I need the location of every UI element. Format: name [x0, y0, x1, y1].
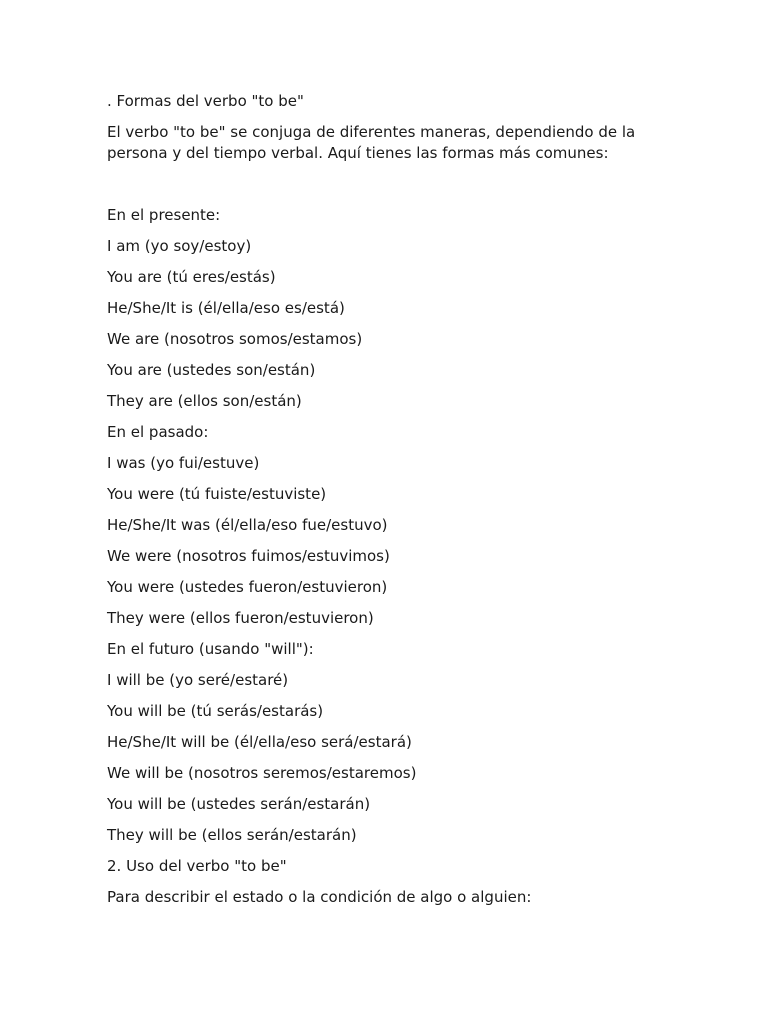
- text-line: He/She/It is (él/ella/eso es/está): [107, 299, 345, 317]
- text-line: We are (nosotros somos/estamos): [107, 330, 363, 348]
- section-heading: . Formas del verbo "to be": [107, 92, 304, 110]
- text-line: 2. Uso del verbo "to be": [107, 857, 287, 875]
- text-line: They are (ellos son/están): [107, 392, 302, 410]
- text-lines: [107, 205, 667, 908]
- text-line: En el presente:: [107, 206, 221, 224]
- text-line: En el pasado:: [107, 423, 209, 441]
- text-line: You are (ustedes son/están): [107, 361, 316, 379]
- text-line: He/She/It was (él/ella/eso fue/estuvo): [107, 516, 388, 534]
- text-line: We were (nosotros fuimos/estuvimos): [107, 547, 390, 565]
- text-line: They will be (ellos serán/estarán): [107, 826, 357, 844]
- text-line: Para describir el estado o la condición de algo o alguien:: [107, 888, 532, 906]
- text-line: They were (ellos fueron/estuvieron): [107, 609, 374, 627]
- text-line: You will be (ustedes serán/estarán): [107, 795, 371, 813]
- document-body: [107, 91, 667, 918]
- text-line: You are (tú eres/estás): [107, 268, 276, 286]
- text-line: I will be (yo seré/estaré): [107, 671, 289, 689]
- text-line: I was (yo fui/estuve): [107, 454, 260, 472]
- text-line: He/She/It will be (él/ella/eso será/estará): [107, 733, 412, 751]
- text-line: You were (tú fuiste/estuviste): [107, 485, 327, 503]
- intro-paragraph: El verbo "to be" se conjuga de diferentes maneras, dependiendo de la persona y del tiempo verbal. Aquí tienes las formas más comunes:: [107, 123, 636, 162]
- text-line: You were (ustedes fueron/estuvieron): [107, 578, 388, 596]
- text-line: I am (yo soy/estoy): [107, 237, 252, 255]
- text-line: You will be (tú serás/estarás): [107, 702, 324, 720]
- text-line: We will be (nosotros seremos/estaremos): [107, 764, 417, 782]
- text-line: En el futuro (usando "will"):: [107, 640, 314, 658]
